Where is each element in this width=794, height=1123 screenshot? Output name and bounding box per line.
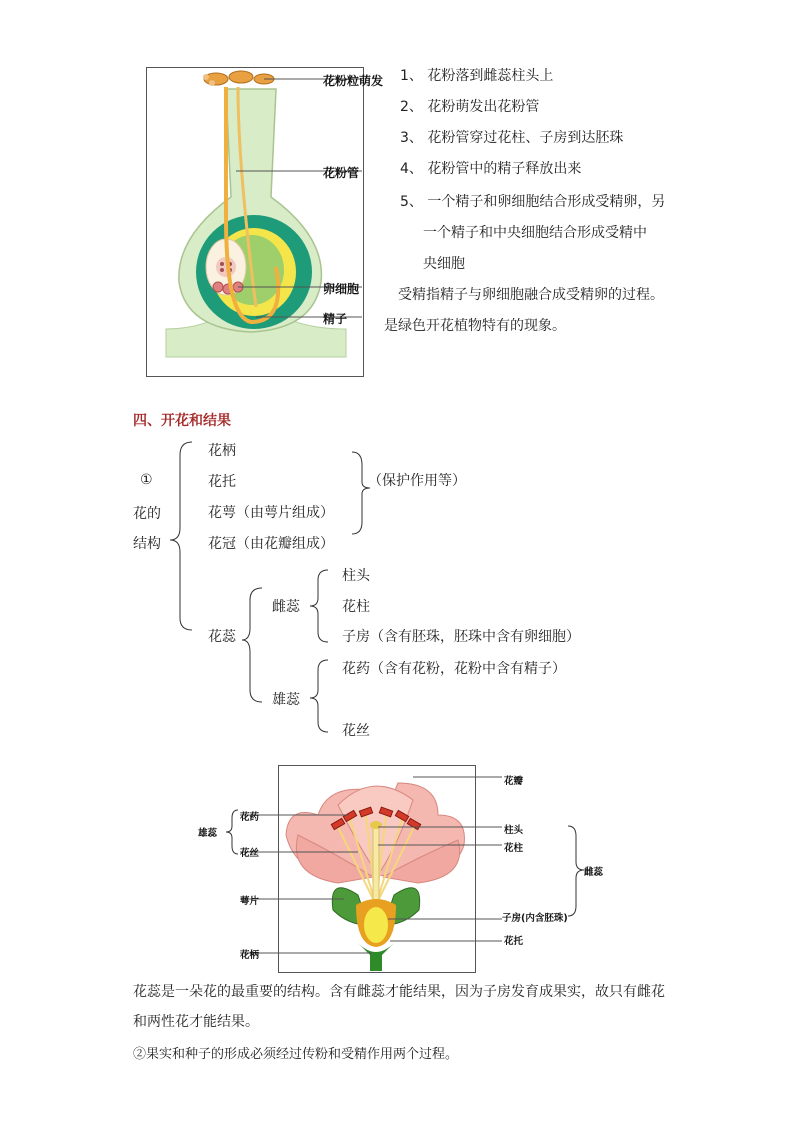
part-pistil: 雌蕊	[272, 599, 300, 615]
step-2: 2、 花粉萌发出花粉管	[400, 99, 540, 115]
flower-label-ovary: 子房(内含胚珠)	[502, 913, 568, 924]
label-sperm: 精子	[323, 312, 348, 326]
flower-label-stamen: 雄蕊	[198, 828, 218, 839]
flower-label-sepal: 萼片	[240, 896, 260, 907]
part-stigma: 柱头	[342, 568, 370, 584]
step-1: 1、 花粉落到雌蕊柱头上	[400, 68, 554, 84]
note-line-3: ②果实和种子的形成必须经过传粉和受精作用两个过程。	[133, 1047, 459, 1062]
flower-label-pistil: 雌蕊	[584, 867, 604, 878]
step-5: 5、 一个精子和卵细胞结合形成受精卵，另	[400, 194, 666, 210]
step-5-cont1: 一个精子和中央细胞结合形成受精中	[423, 225, 647, 241]
note-line-2: 和两性花才能结果。	[133, 1014, 259, 1030]
part-anther: 花药（含有花粉，花粉中含有精子）	[342, 661, 566, 677]
flower-label-receptacle: 花托	[504, 936, 524, 947]
label-pollen-tube: 花粉管	[323, 166, 360, 180]
note-line-1: 花蕊是一朵花的最重要的结构。含有雌蕊才能结果，因为子房发育成果实，故只有雌花	[133, 984, 665, 1000]
part-calyx: 花萼（由萼片组成）	[208, 505, 334, 521]
step-4: 4、 花粉管中的精子释放出来	[400, 161, 582, 177]
section-title: 四、开花和结果	[133, 413, 231, 429]
flower-label-petal: 花瓣	[504, 776, 524, 787]
label-egg-cell: 卵细胞	[323, 282, 360, 296]
part-stamen-pistil: 花蕊	[208, 629, 236, 645]
part-ovary: 子房（含有胚珠，胚珠中含有卵细胞）	[342, 629, 580, 645]
step-3: 3、 花粉管穿过花柱、子房到达胚珠	[400, 130, 624, 146]
definition-line-1: 受精指精子与卵细胞融合成受精卵的过程。	[398, 287, 664, 303]
flower-label-pedicel: 花柄	[240, 950, 260, 961]
part-pedicel: 花柄	[208, 443, 236, 459]
flower-structure-label-2: 结构	[133, 536, 161, 552]
definition-line-2: 是绿色开花植物特有的现象。	[384, 318, 566, 334]
protect-note: （保护作用等）	[368, 473, 466, 489]
part-filament: 花丝	[342, 723, 370, 739]
flower-structure-label-1: 花的	[133, 506, 161, 522]
flower-label-anther: 花药	[240, 812, 260, 823]
circled-number-1: ①	[140, 472, 153, 488]
flower-label-filament: 花丝	[240, 848, 260, 859]
label-pollen-germinate: 花粉粒萌发	[323, 74, 384, 88]
part-corolla: 花冠（由花瓣组成）	[208, 536, 334, 552]
flower-label-style: 花柱	[504, 843, 524, 854]
step-5-cont2: 央细胞	[423, 256, 465, 272]
flower-label-stigma: 柱头	[504, 825, 524, 836]
part-style: 花柱	[342, 599, 370, 615]
part-receptacle: 花托	[208, 474, 236, 490]
part-stamen: 雄蕊	[272, 692, 300, 708]
